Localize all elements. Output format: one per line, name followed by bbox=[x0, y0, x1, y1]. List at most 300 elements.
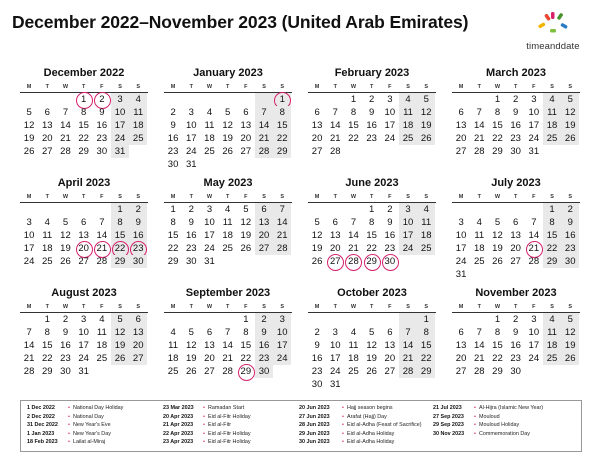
empty-cell bbox=[488, 203, 506, 216]
day-cell: 20 bbox=[204, 353, 215, 364]
day-cell: 20 bbox=[329, 243, 341, 254]
day-cell: 8 bbox=[494, 327, 501, 338]
day-cell: 10 bbox=[204, 217, 215, 228]
day-cell: 9 bbox=[255, 326, 273, 339]
page-title: December 2022–November 2023 (United Arab Emirates) bbox=[12, 12, 469, 32]
legend-holiday-name: Lailat al-Miraj bbox=[73, 439, 106, 446]
legend-date: 1 Jan 2023 bbox=[27, 430, 55, 437]
legend-date: 2 Dec 2022 bbox=[27, 413, 55, 420]
month-calendar bbox=[452, 176, 580, 281]
day-cell: 18 bbox=[96, 340, 108, 351]
day-cell: 30 bbox=[185, 256, 197, 267]
weekday-label: M bbox=[458, 194, 464, 200]
day-cell: 8 bbox=[494, 107, 501, 118]
weekday-header bbox=[308, 302, 436, 312]
day-cell: 3 bbox=[188, 107, 194, 118]
weekday-label: F bbox=[388, 84, 392, 90]
day-cell: 17 bbox=[329, 353, 341, 364]
day-cell: 7 bbox=[476, 327, 482, 338]
day-cell: 4 bbox=[99, 314, 105, 325]
legend-holiday-name: New Year's Eve bbox=[73, 422, 111, 429]
day-cell: 11 bbox=[543, 106, 561, 119]
day-cell: 21 bbox=[473, 133, 485, 144]
weekday-label: M bbox=[170, 194, 176, 200]
day-cell: 18 bbox=[204, 133, 215, 144]
day-cell: 12 bbox=[23, 120, 35, 131]
weekday-label: T bbox=[81, 194, 86, 200]
weekday-header bbox=[452, 192, 580, 202]
day-cell: 5 bbox=[188, 327, 194, 338]
weekday-header bbox=[308, 192, 436, 202]
day-cell: 27 bbox=[455, 146, 467, 157]
day-cell: 18 bbox=[543, 119, 561, 132]
weekday-label: W bbox=[350, 194, 357, 200]
day-cell: 12 bbox=[561, 106, 579, 119]
weekday-label: S bbox=[550, 84, 554, 90]
day-cell: 31 bbox=[78, 366, 89, 377]
day-cell: 2 bbox=[62, 314, 69, 325]
day-cell: 9 bbox=[188, 217, 194, 228]
day-cell: 29 bbox=[78, 146, 89, 157]
day-cell: 4 bbox=[543, 313, 561, 326]
holiday-day-cell: 21 bbox=[525, 242, 543, 255]
day-grid bbox=[452, 202, 580, 281]
legend-date: 29 Jun 2023 bbox=[299, 430, 330, 437]
weekday-header bbox=[452, 302, 580, 312]
day-cell: 27 bbox=[204, 366, 215, 377]
legend-column bbox=[299, 404, 422, 447]
legend-entry bbox=[433, 421, 543, 430]
weekday-label: W bbox=[494, 304, 501, 310]
day-cell: 14 bbox=[96, 230, 108, 241]
weekday-label: S bbox=[568, 304, 573, 310]
day-cell: 21 bbox=[399, 352, 417, 365]
day-cell: 29 bbox=[417, 365, 435, 378]
day-cell: 25 bbox=[204, 146, 215, 157]
day-cell: 25 bbox=[417, 242, 435, 255]
empty-cell bbox=[237, 93, 255, 106]
day-cell: 11 bbox=[129, 106, 147, 119]
empty-cell bbox=[219, 93, 237, 106]
day-cell: 5 bbox=[62, 217, 69, 228]
day-cell: 25 bbox=[543, 132, 561, 145]
weekday-label: F bbox=[388, 304, 392, 310]
month-calendar bbox=[308, 286, 436, 391]
day-cell: 13 bbox=[384, 340, 396, 351]
day-grid bbox=[20, 92, 148, 158]
day-cell: 30 bbox=[510, 366, 521, 377]
day-cell: 19 bbox=[185, 353, 197, 364]
month-title: February 2023 bbox=[334, 67, 410, 79]
day-cell: 6 bbox=[206, 327, 213, 338]
weekday-label: S bbox=[280, 84, 285, 90]
weekday-label: W bbox=[494, 194, 501, 200]
legend-holiday-name: Mouloud bbox=[479, 413, 500, 420]
holiday-day-cell: 27 bbox=[326, 255, 344, 268]
day-cell: 24 bbox=[78, 353, 89, 364]
weekday-label: S bbox=[424, 304, 429, 310]
day-cell: 6 bbox=[129, 313, 147, 326]
day-cell: 25 bbox=[348, 366, 359, 377]
bullet-icon: • bbox=[342, 439, 344, 446]
weekday-header bbox=[452, 82, 580, 92]
day-cell: 15 bbox=[240, 340, 252, 351]
day-cell: 24 bbox=[111, 132, 129, 145]
day-cell: 12 bbox=[366, 340, 377, 351]
empty-cell bbox=[326, 203, 344, 216]
day-cell: 19 bbox=[60, 243, 71, 254]
day-cell: 14 bbox=[473, 120, 485, 131]
day-grid bbox=[308, 202, 436, 268]
weekday-label: F bbox=[244, 304, 248, 310]
day-cell: 29 bbox=[492, 366, 503, 377]
day-cell: 27 bbox=[78, 256, 89, 267]
day-cell: 29 bbox=[167, 256, 179, 267]
day-cell: 13 bbox=[311, 120, 323, 131]
legend-entry bbox=[299, 413, 422, 422]
weekday-label: T bbox=[477, 194, 481, 200]
day-cell: 20 bbox=[455, 133, 467, 144]
day-cell: 31 bbox=[111, 145, 129, 158]
day-cell: 18 bbox=[473, 243, 485, 254]
day-cell: 27 bbox=[510, 256, 521, 267]
bullet-icon: • bbox=[203, 439, 205, 446]
legend-holiday-name: Eid al-Adha Holiday bbox=[347, 439, 395, 446]
legend-entry bbox=[163, 404, 251, 413]
weekday-label: M bbox=[170, 84, 176, 90]
weekday-label: S bbox=[550, 194, 554, 200]
day-cell: 22 bbox=[41, 353, 53, 364]
legend-holiday-name: Al-Hijra (Islamic New Year) bbox=[479, 405, 544, 411]
day-cell: 2 bbox=[387, 204, 393, 215]
weekday-label: S bbox=[262, 84, 266, 90]
weekday-label: S bbox=[568, 194, 573, 200]
day-cell: 14 bbox=[348, 230, 359, 241]
month-title: July 2023 bbox=[491, 177, 541, 189]
day-cell: 5 bbox=[314, 217, 320, 228]
bullet-icon: • bbox=[203, 405, 205, 411]
legend-date: 21 Jul 2023 bbox=[433, 405, 462, 411]
day-cell: 23 bbox=[255, 352, 273, 365]
day-cell: 7 bbox=[225, 327, 231, 338]
day-cell: 23 bbox=[167, 146, 179, 157]
day-cell: 22 bbox=[78, 133, 89, 144]
logo-ray bbox=[550, 29, 556, 33]
legend-holiday-name: National Day bbox=[73, 413, 104, 420]
day-cell: 13 bbox=[129, 326, 147, 339]
day-cell: 9 bbox=[369, 107, 375, 118]
weekday-label: S bbox=[136, 84, 141, 90]
day-cell: 8 bbox=[170, 217, 176, 228]
holiday-day-cell: 29 bbox=[363, 255, 381, 268]
day-cell: 14 bbox=[222, 340, 233, 351]
day-cell: 4 bbox=[476, 217, 482, 228]
bullet-icon: • bbox=[68, 405, 70, 411]
weekday-label: T bbox=[81, 304, 86, 310]
day-cell: 20 bbox=[311, 133, 323, 144]
day-cell: 4 bbox=[399, 93, 417, 106]
day-cell: 26 bbox=[366, 366, 377, 377]
legend-entry bbox=[27, 438, 123, 447]
month-title: December 2022 bbox=[43, 67, 125, 79]
weekday-label: T bbox=[477, 84, 481, 90]
day-cell: 5 bbox=[369, 327, 375, 338]
bullet-icon: • bbox=[342, 405, 344, 411]
holiday-day-cell: 28 bbox=[344, 255, 362, 268]
day-cell: 9 bbox=[513, 107, 519, 118]
empty-cell bbox=[20, 313, 38, 326]
day-cell: 21 bbox=[473, 353, 485, 364]
day-cell: 8 bbox=[417, 326, 435, 339]
weekday-label: T bbox=[513, 304, 518, 310]
day-cell: 11 bbox=[42, 230, 53, 241]
empty-cell bbox=[507, 203, 525, 216]
day-cell: 19 bbox=[492, 243, 503, 254]
day-cell: 8 bbox=[369, 217, 375, 228]
bullet-icon: • bbox=[342, 422, 344, 429]
day-cell: 15 bbox=[41, 340, 53, 351]
legend-entry bbox=[163, 430, 251, 439]
day-cell: 3 bbox=[206, 204, 213, 215]
day-cell: 28 bbox=[222, 366, 233, 377]
day-cell: 10 bbox=[528, 107, 540, 118]
day-cell: 26 bbox=[60, 256, 71, 267]
day-cell: 4 bbox=[543, 93, 561, 106]
day-cell: 20 bbox=[129, 339, 147, 352]
bullet-icon: • bbox=[203, 430, 205, 437]
day-cell: 6 bbox=[387, 327, 393, 338]
day-cell: 1 bbox=[44, 314, 50, 325]
day-cell: 10 bbox=[273, 326, 291, 339]
day-cell: 12 bbox=[561, 326, 579, 339]
day-cell: 25 bbox=[399, 132, 417, 145]
day-cell: 16 bbox=[129, 229, 147, 242]
month-calendar bbox=[164, 66, 292, 171]
holiday-day-cell: 1 bbox=[75, 93, 93, 106]
day-cell: 28 bbox=[329, 146, 341, 157]
legend-holiday-name: Eid al-Adha Holiday bbox=[347, 430, 395, 437]
day-cell: 5 bbox=[26, 107, 32, 118]
day-cell: 25 bbox=[41, 256, 53, 267]
legend-entry bbox=[299, 421, 422, 430]
empty-cell bbox=[182, 313, 200, 326]
day-cell: 1 bbox=[243, 314, 249, 325]
empty-cell bbox=[20, 203, 38, 216]
day-cell: 11 bbox=[96, 327, 107, 338]
day-cell: 1 bbox=[494, 94, 501, 105]
day-cell: 17 bbox=[204, 230, 215, 241]
day-cell: 28 bbox=[473, 146, 485, 157]
day-cell: 14 bbox=[273, 216, 291, 229]
timeanddate-logo[interactable] bbox=[516, 8, 590, 54]
day-cell: 9 bbox=[62, 327, 69, 338]
day-cell: 27 bbox=[129, 352, 147, 365]
day-cell: 21 bbox=[329, 133, 341, 144]
day-cell: 10 bbox=[384, 107, 396, 118]
day-cell: 8 bbox=[350, 107, 357, 118]
day-cell: 1 bbox=[369, 204, 375, 215]
day-cell: 2 bbox=[369, 94, 375, 105]
weekday-label: S bbox=[118, 304, 122, 310]
day-cell: 19 bbox=[561, 339, 579, 352]
weekday-label: T bbox=[333, 84, 337, 90]
day-cell: 4 bbox=[129, 93, 147, 106]
day-cell: 20 bbox=[255, 229, 273, 242]
weekday-label: S bbox=[280, 194, 285, 200]
day-cell: 7 bbox=[399, 326, 417, 339]
month-calendar bbox=[20, 286, 148, 378]
day-cell: 1 bbox=[170, 204, 176, 215]
day-cell: 20 bbox=[384, 353, 396, 364]
day-cell: 3 bbox=[387, 94, 393, 105]
day-cell: 18 bbox=[167, 353, 179, 364]
day-cell: 19 bbox=[417, 119, 435, 132]
day-cell: 7 bbox=[531, 217, 537, 228]
day-cell: 29 bbox=[273, 145, 291, 158]
legend-holiday-name: Mouloud Holiday bbox=[479, 422, 520, 429]
day-cell: 14 bbox=[23, 340, 35, 351]
empty-cell bbox=[182, 93, 200, 106]
weekday-label: S bbox=[406, 304, 410, 310]
weekday-label: T bbox=[45, 304, 49, 310]
day-cell: 26 bbox=[240, 243, 252, 254]
legend-holiday-name: Eid al-Fitr bbox=[208, 422, 232, 429]
weekday-label: M bbox=[314, 194, 320, 200]
day-cell: 16 bbox=[384, 230, 396, 241]
day-cell: 2 bbox=[314, 327, 320, 338]
day-cell: 24 bbox=[204, 243, 215, 254]
day-cell: 23 bbox=[366, 133, 377, 144]
legend-date: 20 Jun 2023 bbox=[299, 405, 330, 411]
empty-cell bbox=[93, 203, 111, 216]
bullet-icon: • bbox=[68, 422, 70, 429]
weekday-header bbox=[164, 82, 292, 92]
empty-cell bbox=[38, 93, 56, 106]
day-cell: 6 bbox=[44, 107, 50, 118]
day-cell: 3 bbox=[81, 314, 87, 325]
weekday-label: T bbox=[369, 194, 374, 200]
day-cell: 6 bbox=[81, 217, 87, 228]
day-cell: 22 bbox=[348, 133, 359, 144]
day-cell: 20 bbox=[510, 243, 521, 254]
day-cell: 27 bbox=[41, 146, 53, 157]
day-cell: 15 bbox=[543, 229, 561, 242]
empty-cell bbox=[308, 203, 326, 216]
day-cell: 23 bbox=[96, 133, 108, 144]
day-cell: 2 bbox=[188, 204, 194, 215]
month-title: October 2023 bbox=[337, 287, 407, 299]
day-cell: 13 bbox=[455, 120, 467, 131]
weekday-label: T bbox=[369, 304, 374, 310]
month-calendar bbox=[308, 66, 436, 158]
weekday-label: S bbox=[262, 194, 266, 200]
weekday-label: M bbox=[314, 84, 320, 90]
legend-date: 20 Apr 2023 bbox=[163, 413, 194, 420]
day-cell: 24 bbox=[273, 352, 291, 365]
day-cell: 13 bbox=[455, 340, 467, 351]
empty-cell bbox=[470, 93, 488, 106]
day-cell: 22 bbox=[492, 133, 503, 144]
day-cell: 4 bbox=[206, 107, 213, 118]
day-cell: 27 bbox=[384, 366, 396, 377]
day-grid bbox=[20, 202, 148, 268]
weekday-label: S bbox=[136, 304, 141, 310]
day-cell: 12 bbox=[60, 230, 71, 241]
weekday-label: F bbox=[100, 194, 104, 200]
day-cell: 12 bbox=[222, 120, 233, 131]
empty-cell bbox=[164, 93, 182, 106]
day-cell: 20 bbox=[240, 133, 252, 144]
day-cell: 5 bbox=[494, 217, 501, 228]
logo-ray bbox=[544, 13, 551, 21]
weekday-label: S bbox=[406, 194, 410, 200]
day-cell: 3 bbox=[26, 217, 32, 228]
day-cell: 7 bbox=[273, 203, 291, 216]
legend-entry bbox=[433, 430, 543, 439]
day-cell: 14 bbox=[528, 230, 540, 241]
empty-cell bbox=[470, 203, 488, 216]
bullet-icon: • bbox=[342, 413, 344, 420]
day-cell: 9 bbox=[561, 216, 579, 229]
day-cell: 12 bbox=[111, 326, 129, 339]
empty-cell bbox=[255, 93, 273, 106]
day-cell: 22 bbox=[240, 353, 252, 364]
legend-date: 21 Apr 2023 bbox=[163, 422, 194, 429]
month-calendar bbox=[164, 286, 292, 378]
legend-entry bbox=[163, 413, 251, 422]
day-cell: 28 bbox=[23, 366, 35, 377]
day-cell: 30 bbox=[96, 146, 108, 157]
weekday-label: M bbox=[314, 304, 320, 310]
weekday-label: W bbox=[62, 84, 69, 90]
legend-entry bbox=[299, 438, 422, 447]
day-cell: 2 bbox=[561, 203, 579, 216]
day-cell: 23 bbox=[185, 243, 197, 254]
weekday-label: T bbox=[189, 194, 193, 200]
day-cell: 25 bbox=[167, 366, 179, 377]
empty-cell bbox=[344, 203, 362, 216]
day-grid bbox=[452, 92, 580, 158]
day-cell: 3 bbox=[111, 93, 129, 106]
day-cell: 17 bbox=[399, 229, 417, 242]
day-cell: 17 bbox=[455, 243, 467, 254]
empty-cell bbox=[164, 313, 182, 326]
day-cell: 3 bbox=[458, 217, 464, 228]
day-cell: 29 bbox=[543, 255, 561, 268]
empty-cell bbox=[56, 203, 74, 216]
bullet-icon: • bbox=[68, 413, 70, 420]
weekday-label: M bbox=[26, 194, 32, 200]
day-cell: 19 bbox=[311, 243, 323, 254]
day-cell: 16 bbox=[255, 339, 273, 352]
day-cell: 16 bbox=[561, 229, 579, 242]
day-cell: 31 bbox=[185, 159, 197, 170]
day-cell: 21 bbox=[348, 243, 359, 254]
day-cell: 5 bbox=[561, 93, 579, 106]
day-cell: 2 bbox=[170, 107, 176, 118]
day-cell: 21 bbox=[273, 229, 291, 242]
empty-cell bbox=[363, 313, 381, 326]
day-cell: 11 bbox=[543, 326, 561, 339]
day-cell: 11 bbox=[474, 230, 485, 241]
bullet-icon: • bbox=[203, 422, 205, 429]
month-title: January 2023 bbox=[193, 67, 263, 79]
weekday-label: T bbox=[225, 194, 230, 200]
day-cell: 7 bbox=[255, 106, 273, 119]
day-cell: 5 bbox=[111, 313, 129, 326]
day-cell: 9 bbox=[99, 107, 105, 118]
weekday-label: T bbox=[81, 84, 86, 90]
